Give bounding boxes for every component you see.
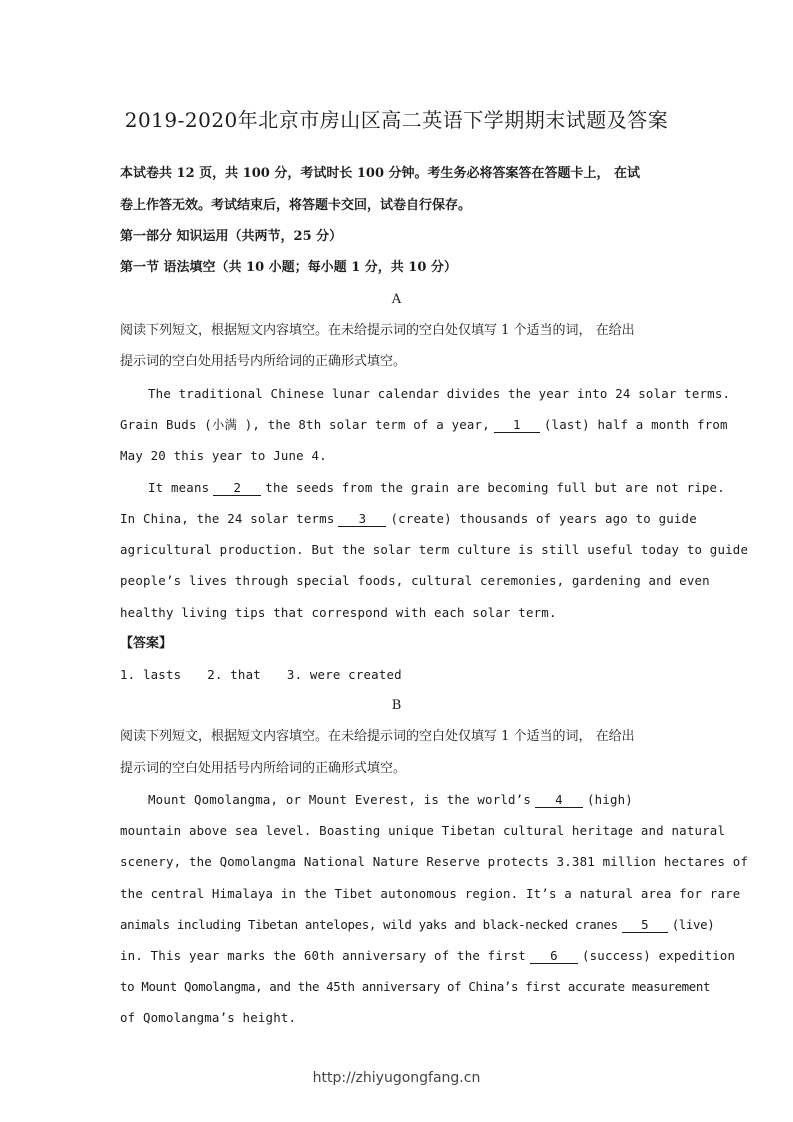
passage-b-line-5-start: animals including Tibetan antelopes, wild yaks and black-necked cranes [120, 917, 618, 932]
passage-a-line-8: healthy living tips that correspond with each solar term. [120, 605, 557, 620]
passage-a-line-1: The traditional Chinese lunar calendar divides the year into 24 solar terms. [148, 386, 731, 401]
answer-heading: 【答案】 [120, 636, 173, 651]
passage-a-line-5-end: (create) thousands of years ago to guide [390, 511, 697, 526]
passage-b-line-2: mountain above sea level. Boasting unique Tibetan cultural heritage and natural [120, 823, 726, 838]
passage-b-label: B [391, 698, 402, 713]
passage-a-line-2 [120, 417, 728, 433]
footer-url: http://zhiyugongfang.cn [312, 1070, 481, 1086]
passage-a-instructions-2: 提示词的空白处用括号内所给词的正确形式填空。 [120, 354, 407, 369]
part1-heading: 第一部分 知识运用（共两节，25 分） [120, 229, 343, 244]
section1-heading: 第一节 语法填空（共 10 小题；每小题 1 分，共 10 分） [120, 260, 457, 275]
passage-b-line-6-end: (success) expedition [581, 948, 736, 963]
passage-a-line-4-end: the seeds from the grain are becoming full but are not ripe. [265, 480, 725, 495]
passage-a-label: A [391, 292, 402, 307]
passage-a-line-5 [120, 511, 697, 527]
passage-b-line-8: of Qomolangma’s height. [120, 1010, 297, 1025]
blank-1: 1 [494, 418, 540, 433]
blank-5: 5 [622, 918, 668, 933]
answer-3: 3. were created [286, 667, 402, 682]
passage-a-line-5-start: In China, the 24 solar terms [120, 511, 335, 526]
passage-a-line-4 [148, 480, 725, 496]
passage-a-line-7: people’s lives through special foods, cultural ceremonies, gardening and even [120, 573, 710, 588]
passage-b-line-6-start: in. This year marks the 60th anniversary of the first [120, 948, 526, 963]
passage-b-line-1-start: Mount Qomolangma, or Mount Everest, is the world’s [148, 792, 531, 807]
passage-a-line-3: May 20 this year to June 4. [120, 448, 327, 463]
blank-4: 4 [535, 793, 583, 808]
passage-b-line-7: to Mount Qomolangma, and the 45th anniversary of China’s first accurate measurement [120, 979, 711, 994]
passage-b-line-6 [120, 948, 736, 964]
passage-a-line-2-start: Grain Buds (小满 ), the 8th solar term of a year, [120, 417, 490, 432]
passage-b-line-1 [148, 792, 708, 808]
passage-a-line-4-start: It means [148, 480, 210, 495]
passage-b-line-3: scenery, the Qomolangma National Nature Reserve protects 3.381 million hectares of [120, 854, 749, 869]
answer-2: 2. that [207, 667, 261, 682]
passage-b-instructions-1: 阅读下列短文，根据短文内容填空。在未给提示词的空白处仅填写 1 个适当的词， 在给出 [120, 729, 635, 744]
page-title: 2019-2020年北京市房山区高二英语下学期期末试题及答案 [124, 108, 669, 132]
answer-list [120, 667, 680, 683]
blank-2: 2 [213, 481, 261, 496]
passage-a-line-2-end: (last) half a month from [543, 417, 728, 432]
passage-b-instructions-2: 提示词的空白处用括号内所给词的正确形式填空。 [120, 761, 407, 776]
passage-b-line-5-end: (live) [671, 917, 715, 932]
passage-b-line-5 [120, 917, 715, 933]
passage-b-line-4: the central Himalaya in the Tibet autonomous region. It’s a natural area for rare [120, 886, 741, 901]
answer-1: 1. lasts [120, 667, 182, 682]
passage-a-instructions-1: 阅读下列短文，根据短文内容填空。在未给提示词的空白处仅填写 1 个适当的词， 在给出 [120, 323, 635, 338]
passage-a-line-6: agricultural production. But the solar term culture is still useful today to guide [120, 542, 749, 557]
blank-6: 6 [530, 949, 578, 964]
intro-line-1: 本试卷共 12 页，共 100 分，考试时长 100 分钟。考生务必将答案答在答题卡上， 在试 [120, 166, 641, 181]
intro-line-2: 卷上作答无效。考试结束后，将答题卡交回，试卷自行保存。 [120, 198, 472, 213]
passage-b-line-1-end: (high) [587, 792, 633, 807]
blank-3: 3 [338, 512, 386, 527]
